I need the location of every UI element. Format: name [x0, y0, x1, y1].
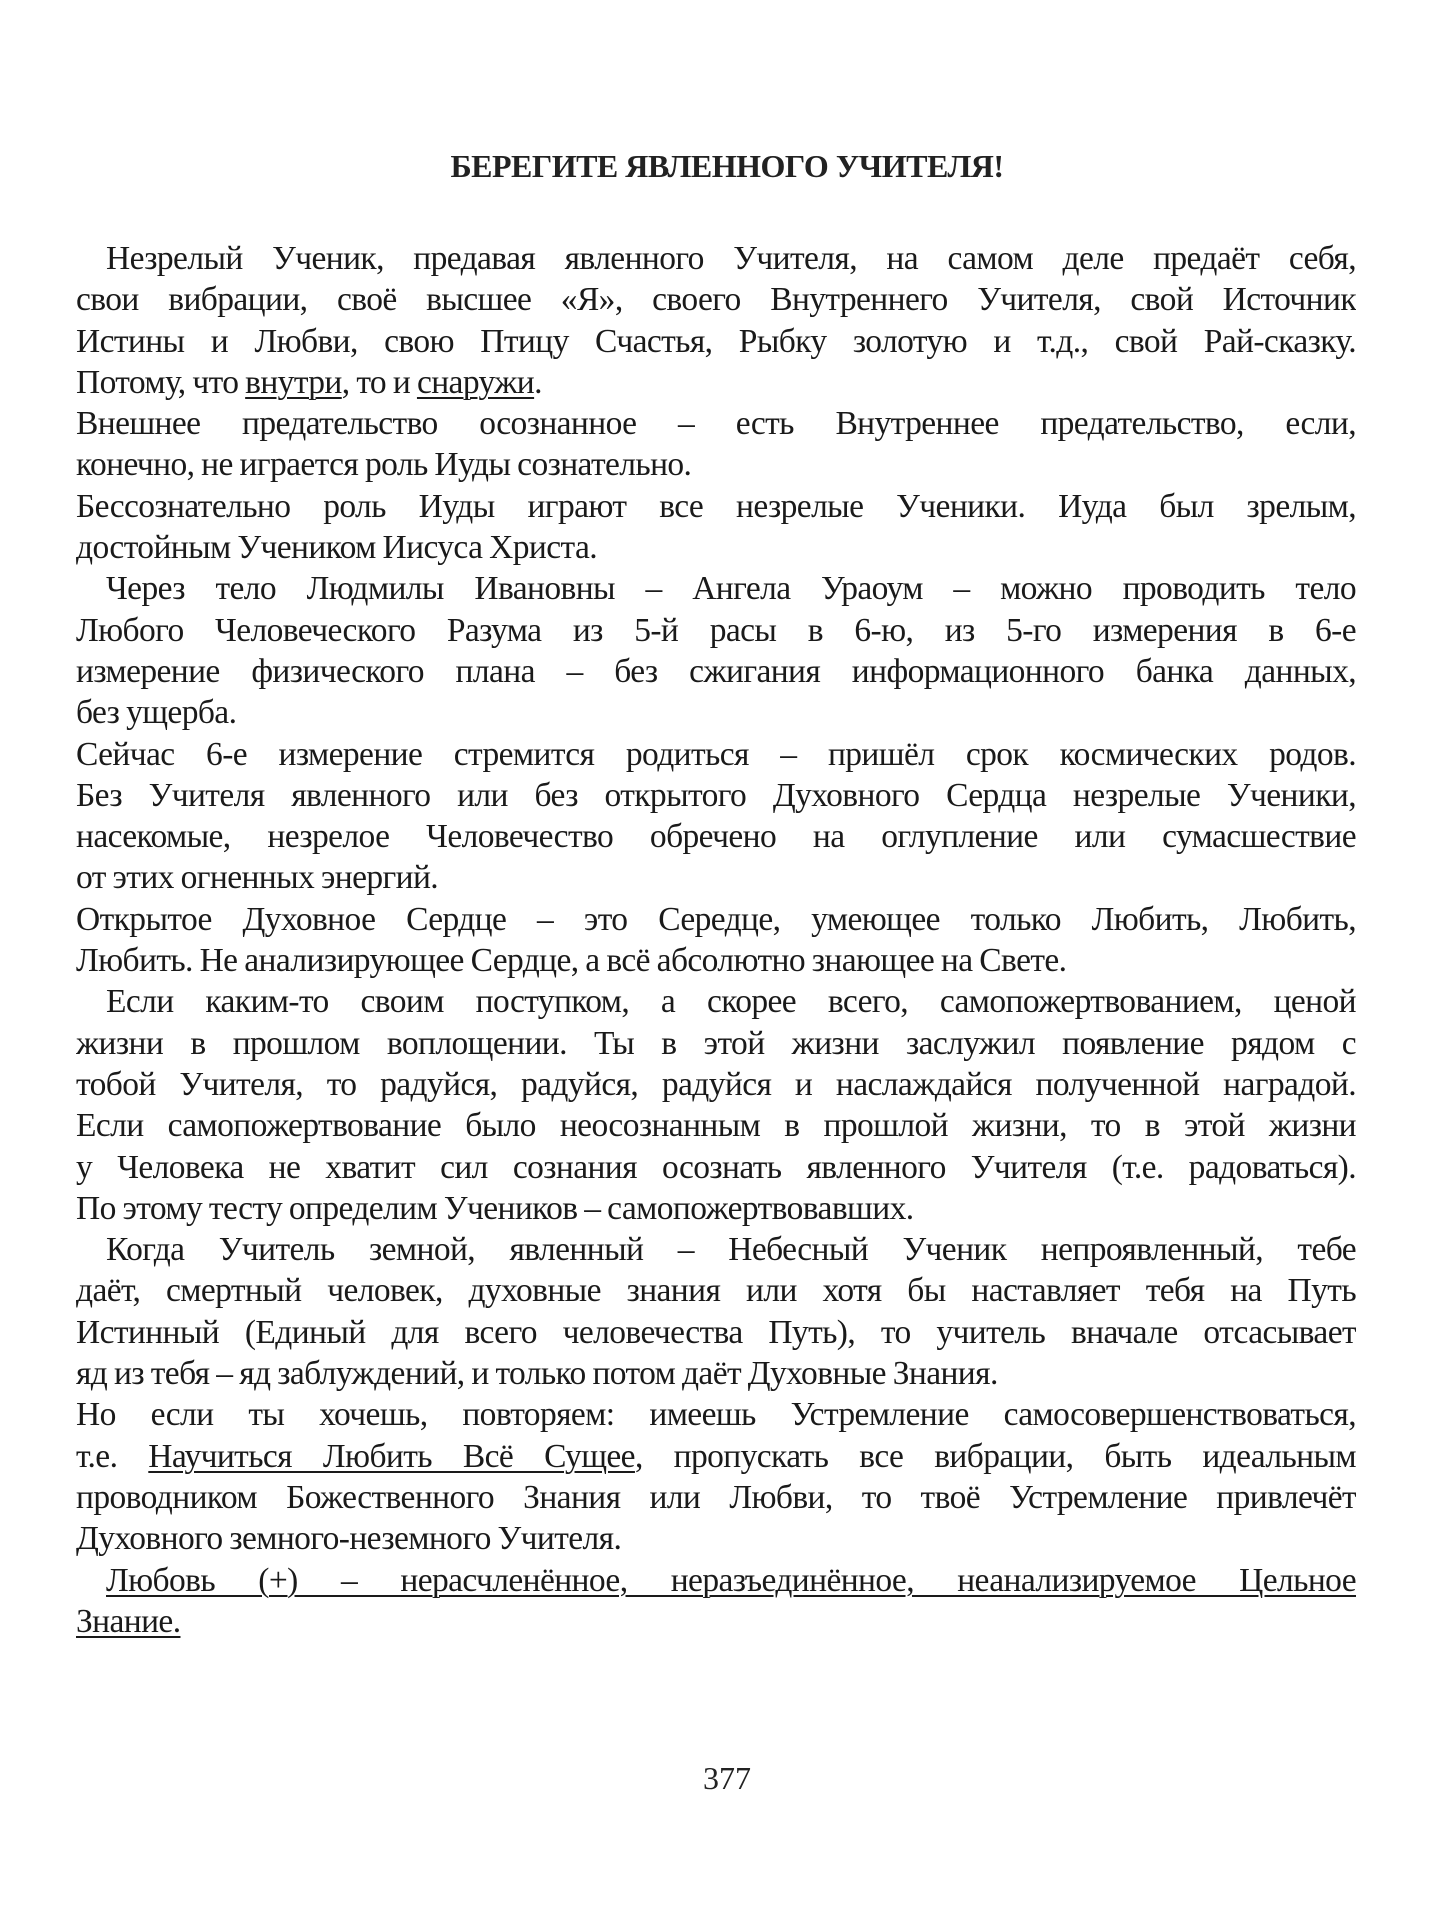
- text-line: [76, 486, 1356, 527]
- text-line: [76, 1105, 1356, 1146]
- text-span: Когда Учитель земной, явленный – Небесный Ученик непроявленный, тебе: [106, 1231, 1356, 1269]
- text-line: [76, 1064, 1356, 1105]
- page-number: 377: [703, 1760, 751, 1796]
- text-line: [76, 1312, 1356, 1353]
- text-line: [76, 1394, 1356, 1435]
- text-line: [76, 238, 1356, 279]
- text-line: [76, 775, 1356, 816]
- text-span: даёт, смертный человек, духовные знания или хотя бы наставляет тебя на Путь: [76, 1272, 1356, 1310]
- text-line: [76, 899, 1356, 940]
- text-span: Истинный (Единый для всего человечества Путь), то учитель вначале отсасывает: [76, 1313, 1356, 1351]
- text-line: [76, 568, 1356, 609]
- text-line: [76, 940, 1356, 981]
- text-line: [76, 1270, 1356, 1311]
- text-line: [76, 527, 1356, 568]
- text-span: измерение физического плана – без сжигания информационного банка данных,: [76, 652, 1356, 690]
- text-span: без ущерба.: [76, 694, 237, 732]
- text-line: [76, 981, 1356, 1022]
- text-line: [76, 1023, 1356, 1064]
- text-line: [76, 321, 1356, 362]
- text-line: [76, 651, 1356, 692]
- text-span: Духовного земного-неземного Учителя.: [76, 1520, 622, 1558]
- text-span: яд из тебя – яд заблуждений, и только потом даёт Духовные Знания.: [76, 1355, 998, 1393]
- text-span: , то и: [341, 363, 417, 401]
- body-text: [76, 238, 1356, 1642]
- text-span: Истины и Любви, свою Птицу Счастья, Рыбку золотую и т.д., свой Рай-сказку.: [76, 322, 1356, 360]
- text-line: [76, 1188, 1356, 1229]
- underlined-text: снаружи: [416, 363, 535, 401]
- text-line: [76, 362, 1356, 403]
- underlined-text: внутри: [245, 363, 342, 401]
- text-span: Любить. Не анализирующее Сердце, а всё абсолютно знающее на Свете.: [76, 942, 1067, 980]
- text-line: [76, 734, 1356, 775]
- text-line: [76, 1518, 1356, 1559]
- text-line: [76, 857, 1356, 898]
- text-span: от этих огненных энергий.: [76, 859, 439, 897]
- text-span: , пропускать все вибрации, быть идеальным: [634, 1437, 1356, 1475]
- text-line: [76, 816, 1356, 857]
- text-line: [76, 444, 1356, 485]
- text-span: Если самопожертвование было неосознанным в прошлой жизни, то в этой жизни: [76, 1107, 1356, 1145]
- text-span: Через тело Людмилы Ивановны – Ангела Ураоум – можно проводить тело: [106, 570, 1356, 608]
- text-span: Любого Человеческого Разума из 5-й расы в 6-ю, из 5-го измерения в 6-е: [76, 611, 1356, 649]
- text-span: Открытое Духовное Сердце – это Середце, умеющее только Любить, Любить,: [76, 900, 1356, 938]
- underlined-text: Любовь (+) – нерасчленённое, неразъединённое, неанализируемое Цельное: [106, 1561, 1356, 1599]
- text-span: .: [534, 363, 542, 401]
- text-span: насекомые, незрелое Человечество обречено на оглупление или сумасшествие: [76, 818, 1356, 856]
- text-span: проводником Божественного Знания или Любви, то твоё Устремление привлечёт: [76, 1478, 1356, 1516]
- text-span: Но если ты хочешь, повторяем: имеешь Устремление самосовершенствоваться,: [76, 1396, 1356, 1434]
- page-title: БЕРЕГИТЕ ЯВЛЕННОГО УЧИТЕЛЯ!: [450, 148, 1004, 184]
- text-span: достойным Учеником Иисуса Христа.: [76, 529, 597, 567]
- text-span: Сейчас 6-е измерение стремится родиться – пришёл срок космических родов.: [76, 735, 1356, 773]
- text-span: свои вибрации, своё высшее «Я», своего Внутреннего Учителя, свой Источник: [76, 281, 1356, 319]
- text-span: жизни в прошлом воплощении. Ты в этой жизни заслужил появление рядом с: [76, 1024, 1356, 1062]
- text-span: у Человека не хватит сил сознания осознать явленного Учителя (т.е. радоваться).: [76, 1148, 1356, 1186]
- text-span: конечно, не играется роль Иуды сознательно.: [76, 446, 692, 484]
- text-span: Внешнее предательство осознанное – есть Внутреннее предательство, если,: [76, 405, 1356, 443]
- text-span: Незрелый Ученик, предавая явленного Учителя, на самом деле предаёт себя,: [106, 240, 1356, 277]
- text-line: [76, 1147, 1356, 1188]
- text-span: тобой Учителя, то радуйся, радуйся, радуйся и наслаждайся полученной наградой.: [76, 1065, 1356, 1103]
- text-line: [76, 403, 1356, 444]
- text-span: т.е.: [76, 1437, 149, 1475]
- text-line: [76, 610, 1356, 651]
- text-span: Бессознательно роль Иуды играют все незрелые Ученики. Иуда был зрелым,: [76, 487, 1356, 525]
- text-span: Если каким-то своим поступком, а скорее всего, самопожертвованием, ценой: [106, 983, 1356, 1021]
- text-span: По этому тесту определим Учеников – самопожертвовавших.: [76, 1189, 914, 1227]
- text-line: [76, 1436, 1356, 1477]
- text-line: [76, 1353, 1356, 1394]
- underlined-text: Знание.: [76, 1602, 181, 1640]
- text-line: [76, 1229, 1356, 1270]
- text-line: [76, 1601, 1356, 1642]
- text-line: [76, 692, 1356, 733]
- text-line: [76, 1560, 1356, 1601]
- underlined-text: Научиться Любить Всё Сущее: [148, 1437, 635, 1475]
- text-span: Без Учителя явленного или без открытого Духовного Сердца незрелые Ученики,: [76, 776, 1356, 814]
- text-span: Потому, что: [76, 363, 246, 401]
- text-line: [76, 1477, 1356, 1518]
- text-line: [76, 279, 1356, 320]
